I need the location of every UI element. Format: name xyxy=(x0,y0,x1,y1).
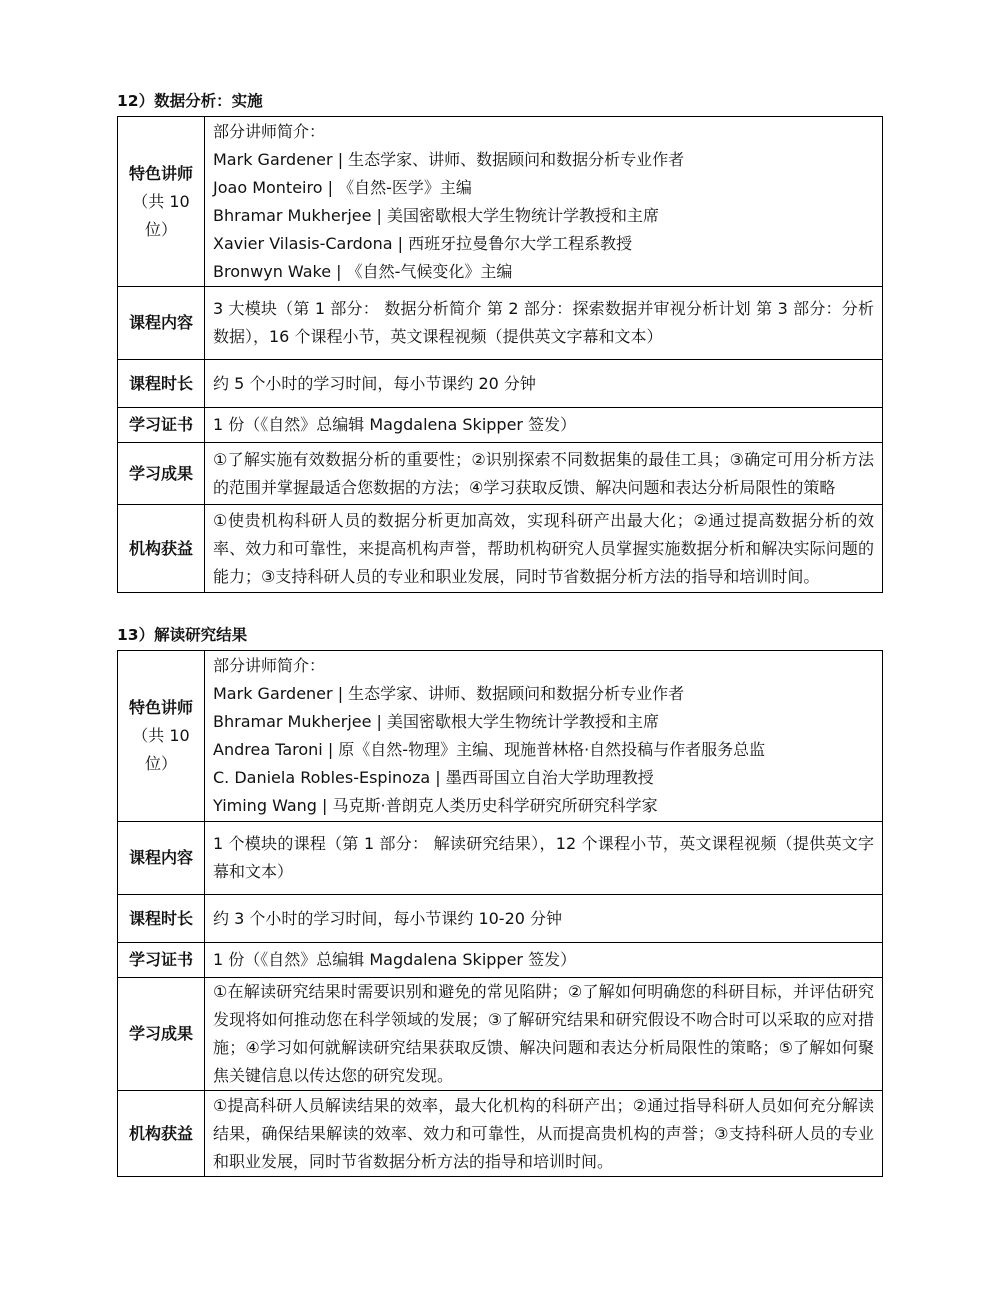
lecturers-label: 特色讲师 xyxy=(128,163,193,183)
table-row-content xyxy=(118,822,883,895)
outcomes-value: ①在解读研究结果时需要识别和避免的常见陷阱；②了解如何明确您的科研目标，并评估研究发现将如何推动您在科学领域的发展；③了解研究结果和研究假设不吻合时可以采取的应对措施；④学习如何就解读研究结果获取反馈、解决问题和表达分析局限性的策略；⑤了解如何聚焦关键信息以传达您的研究发现。 xyxy=(205,978,883,1091)
list-item: Bronwyn Wake | 《自然-气候变化》主编 xyxy=(213,261,513,281)
list-item: Bhramar Mukherjee | 美国密歇根大学生物统计学教授和主席 xyxy=(213,712,660,731)
table-row-outcomes xyxy=(118,443,883,505)
table-row-duration xyxy=(118,360,883,408)
outcomes-label: 学习成果 xyxy=(118,443,205,505)
list-item: Andrea Taroni | 原《自然-物理》主编、现施普林格·自然投稿与作者服务总监 xyxy=(213,740,766,759)
list-item: Mark Gardener | 生态学家、讲师、数据顾问和数据分析专业作者 xyxy=(213,684,685,703)
certificate-label: 学习证书 xyxy=(118,943,205,978)
row-label xyxy=(118,651,205,822)
section-12 xyxy=(117,86,883,593)
duration-value: 约 5 个小时的学习时间，每小节课约 20 分钟 xyxy=(205,360,883,408)
list-item: 部分讲师简介： xyxy=(213,656,326,675)
content-label: 课程内容 xyxy=(118,822,205,895)
content-value: 3 大模块（第 1 部分： 数据分析简介 第 2 部分：探索数据并审视分析计划 第 3 部分：分析数据），16 个课程小节，英文课程视频（提供英文字幕和文本） xyxy=(205,287,883,360)
table-row-duration xyxy=(118,895,883,943)
table-row-lecturers xyxy=(118,117,883,287)
lecturers-label: 特色讲师 xyxy=(128,698,193,717)
table-row-certificate xyxy=(118,408,883,443)
row-label xyxy=(118,117,205,287)
section-title: 12）数据分析：实施 xyxy=(117,92,263,110)
table-row-lecturers xyxy=(118,651,883,822)
benefits-label: 机构获益 xyxy=(118,505,205,593)
table-row-certificate xyxy=(118,943,883,978)
content-value: 1 个模块的课程（第 1 部分： 解读研究结果），12 个课程小节，英文课程视频（提供英文字幕和文本） xyxy=(205,822,883,895)
section-title: 13）解读研究结果 xyxy=(117,626,248,644)
duration-value: 约 3 个小时的学习时间，每小节课约 10-20 分钟 xyxy=(205,895,883,943)
course-table xyxy=(117,650,883,1177)
lecturers-list xyxy=(205,117,883,287)
table-row-benefits xyxy=(118,505,883,593)
certificate-label: 学习证书 xyxy=(118,408,205,443)
list-item: Joao Monteiro | 《自然-医学》主编 xyxy=(213,177,472,197)
lecturers-list xyxy=(205,651,883,822)
lecturer-count: （共 10 xyxy=(132,726,190,745)
certificate-value: 1 份（《自然》总编辑 Magdalena Skipper 签发） xyxy=(205,408,883,443)
benefits-value: ①使贵机构科研人员的数据分析更加高效，实现科研产出最大化；②通过提高数据分析的效率、效力和可靠性，来提高机构声誉，帮助机构研究人员掌握实施数据分析和解决实际问题的能力；③支持科研人员的专业和职业发展，同时节省数据分析方法的指导和培训时间。 xyxy=(205,505,883,593)
table-row-benefits xyxy=(118,1091,883,1177)
benefits-label: 机构获益 xyxy=(118,1091,205,1177)
list-item: Xavier Vilasis-Cardona | 西班牙拉曼鲁尔大学工程系教授 xyxy=(213,233,633,253)
table-row-content xyxy=(118,287,883,360)
outcomes-label: 学习成果 xyxy=(118,978,205,1091)
content-label: 课程内容 xyxy=(118,287,205,360)
list-item: Bhramar Mukherjee | 美国密歇根大学生物统计学教授和主席 xyxy=(213,205,660,225)
lecturer-count-unit: 位） xyxy=(144,219,177,239)
list-item: 部分讲师简介： xyxy=(213,121,326,141)
list-item: C. Daniela Robles-Espinoza | 墨西哥国立自治大学助理教授 xyxy=(213,768,654,787)
section-13 xyxy=(117,620,883,1177)
list-item: Yiming Wang | 马克斯·普朗克人类历史科学研究所研究科学家 xyxy=(213,796,658,815)
lecturer-count-unit: 位） xyxy=(144,754,177,773)
lecturer-count: （共 10 xyxy=(132,191,190,211)
table-row-outcomes xyxy=(118,978,883,1091)
duration-label: 课程时长 xyxy=(118,360,205,408)
duration-label: 课程时长 xyxy=(118,895,205,943)
outcomes-value: ①了解实施有效数据分析的重要性；②识别探索不同数据集的最佳工具；③确定可用分析方法的范围并掌握最适合您数据的方法；④学习获取反馈、解决问题和表达分析局限性的策略 xyxy=(205,443,883,505)
certificate-value: 1 份（《自然》总编辑 Magdalena Skipper 签发） xyxy=(205,943,883,978)
course-table xyxy=(117,116,883,593)
list-item: Mark Gardener | 生态学家、讲师、数据顾问和数据分析专业作者 xyxy=(213,149,685,169)
benefits-value: ①提高科研人员解读结果的效率，最大化机构的科研产出；②通过指导科研人员如何充分解读结果，确保结果解读的效率、效力和可靠性，从而提高贵机构的声誉；③支持科研人员的专业和职业发展，同时节省数据分析方法的指导和培训时间。 xyxy=(205,1091,883,1177)
